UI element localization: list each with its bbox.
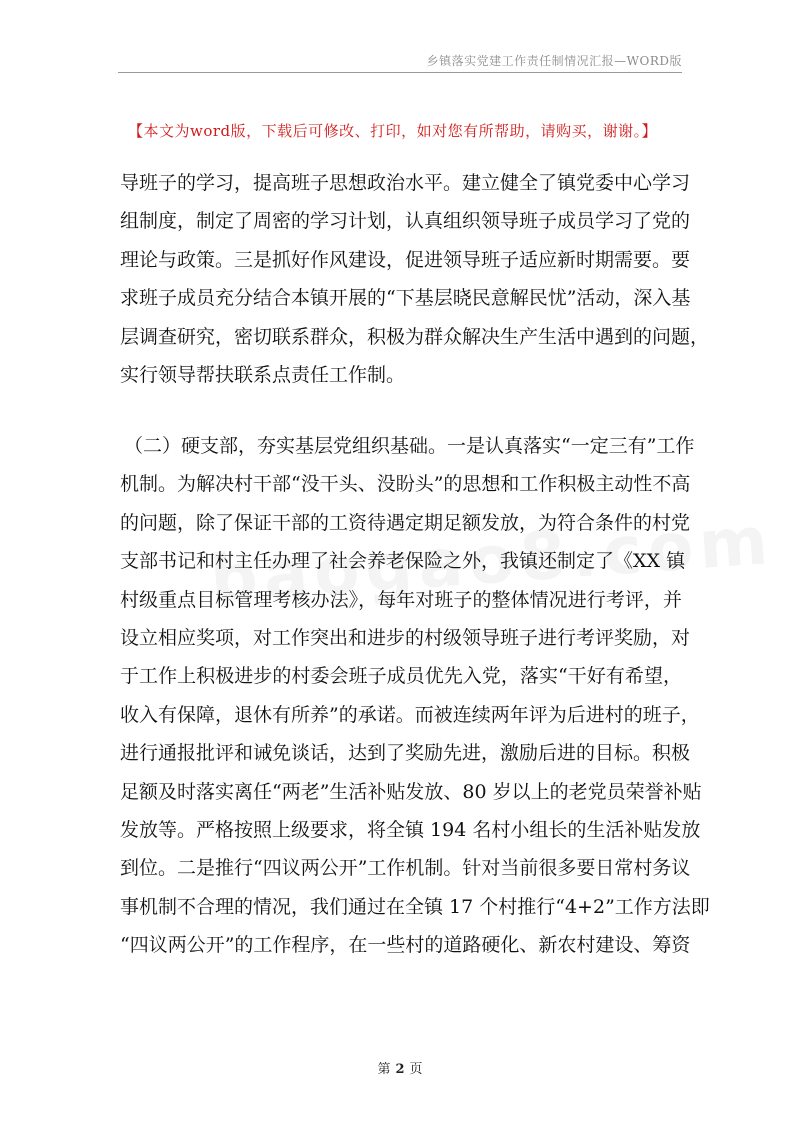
paragraph-line: （二）硬支部，夯实基层党组织基础。一是认真落实“一定三有”工作 bbox=[124, 435, 695, 457]
running-header: 乡镇落实党建工作责任制情况汇报—WORD版 bbox=[426, 54, 682, 68]
paragraph-line: 层调查研究，密切联系群众，积极为群众解决生产生活中遇到的问题， bbox=[120, 325, 710, 348]
paragraph-line: 发放等。严格按照上级要求，将全镇 194 名村小组长的生活补贴发放 bbox=[120, 819, 701, 842]
page-suffix: 页 bbox=[409, 1062, 423, 1077]
paragraph-line: 设立相应奖项，对工作突出和进步的村级领导班子进行考评奖励，对 bbox=[120, 627, 691, 650]
paragraph-line: 组制度，制定了周密的学习计划，认真组织领导班子成员学习了党的 bbox=[120, 210, 691, 233]
paragraph-line: 导班子的学习，提高班子思想政治水平。建立健全了镇党委中心学习 bbox=[120, 172, 691, 194]
paragraph-line: 的问题，除了保证干部的工资待遇定期足额发放，为符合条件的村党 bbox=[120, 511, 691, 534]
paragraph-line: 收入有保障，退休有所养”的承诺。而被连续两年评为后进村的班子， bbox=[120, 703, 700, 726]
paragraph-line: 支部书记和村主任办理了社会养老保险之外，我镇还制定了《XX 镇 bbox=[120, 550, 686, 573]
paragraph-line: 到位。二是推行“四议两公开”工作机制。针对当前很多要日常村务议 bbox=[120, 857, 691, 880]
paragraph-line: 于工作上积极进步的村委会班子成员优先入党，落实“干好有希望， bbox=[120, 665, 682, 688]
header-divider bbox=[118, 72, 682, 73]
paragraph-line: “四议两公开”的工作程序，在一些村的道路硬化、新农村建设、筹资 bbox=[120, 934, 691, 957]
paragraph-line: 求班子成员充分结合本镇开展的“下基层晓民意解民忧”活动，深入基 bbox=[120, 287, 691, 310]
paragraph-line: 机制。为解决村干部“没干头、没盼头”的思想和工作积极主动性不高 bbox=[120, 473, 691, 496]
paragraph-line: 事机制不合理的情况，我们通过在全镇 17 个村推行“4+2”工作方法即 bbox=[120, 895, 710, 918]
paragraph-line: 足额及时落实离任“两老”生活补贴发放、80 岁以上的老党员荣誉补贴 bbox=[120, 780, 702, 803]
paragraph-2 bbox=[120, 427, 710, 965]
page-footer bbox=[0, 1058, 800, 1077]
paragraph-1 bbox=[120, 164, 710, 394]
paragraph-line: 实行领导帮扶联系点责任工作制。 bbox=[120, 364, 406, 387]
paragraph-line: 进行通报批评和诫免谈话，达到了奖励先进，激励后进的目标。积极 bbox=[120, 742, 691, 765]
page-number: 2 bbox=[395, 1062, 405, 1077]
paragraph-line: 村级重点目标管理考核办法》，每年对班子的整体情况进行考评，并 bbox=[120, 588, 682, 611]
download-notice: 【本文为word版，下载后可修改、打印，如对您有所帮助，请购买，谢谢。】 bbox=[128, 122, 658, 140]
paragraph-line: 理论与政策。三是抓好作风建设，促进领导班子适应新时期需要。要 bbox=[120, 248, 691, 271]
page-prefix: 第 bbox=[377, 1062, 391, 1077]
